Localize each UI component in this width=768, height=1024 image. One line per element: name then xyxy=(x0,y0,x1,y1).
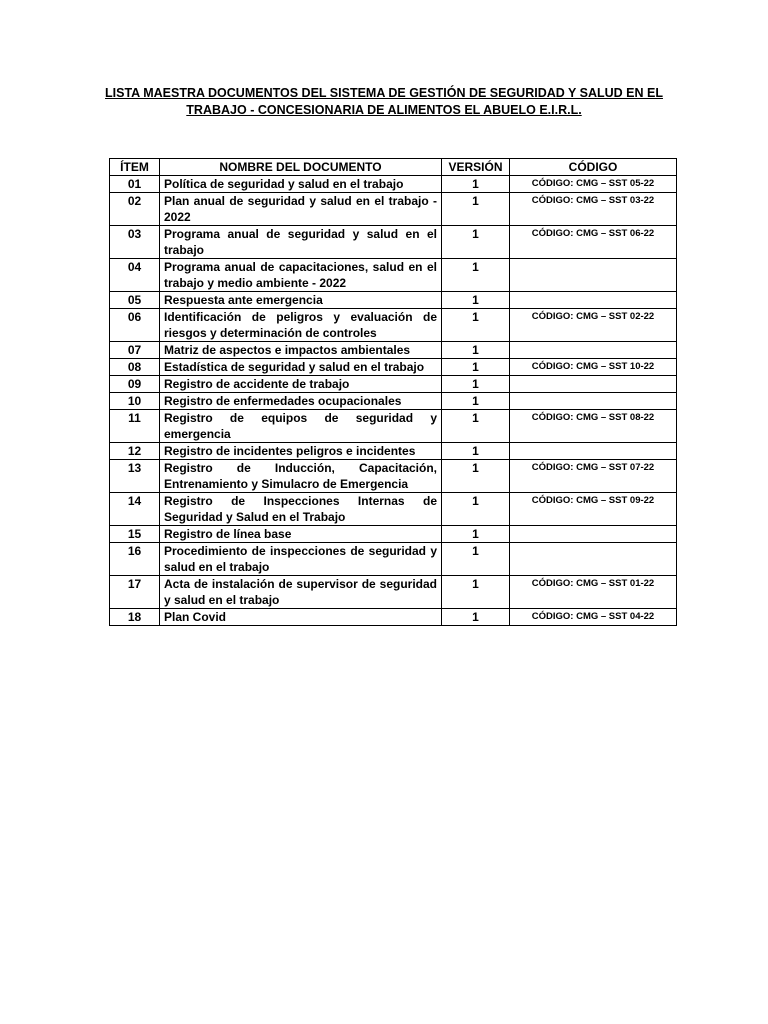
row-document-name: Registro de accidente de trabajo xyxy=(160,376,442,393)
row-item-number: 10 xyxy=(110,393,160,410)
row-code xyxy=(510,393,677,410)
table-row xyxy=(110,226,677,259)
row-code xyxy=(510,443,677,460)
header-version: VERSIÓN xyxy=(442,159,510,176)
header-item: ÍTEM xyxy=(110,159,160,176)
row-code xyxy=(510,292,677,309)
master-list-table xyxy=(109,158,677,626)
row-item-number: 17 xyxy=(110,576,160,609)
row-version: 1 xyxy=(442,493,510,526)
row-item-number: 15 xyxy=(110,526,160,543)
row-document-name: Identificación de peligros y evaluación de riesgos y determinación de controles xyxy=(160,309,442,342)
row-code: CÓDIGO: CMG – SST 02-22 xyxy=(510,309,677,342)
row-item-number: 12 xyxy=(110,443,160,460)
table-row xyxy=(110,493,677,526)
row-document-name: Procedimiento de inspecciones de seguridad y salud en el trabajo xyxy=(160,543,442,576)
row-version: 1 xyxy=(442,259,510,292)
row-version: 1 xyxy=(442,309,510,342)
row-version: 1 xyxy=(442,460,510,493)
table-row xyxy=(110,460,677,493)
row-code: CÓDIGO: CMG – SST 05-22 xyxy=(510,176,677,193)
row-code: CÓDIGO: CMG – SST 03-22 xyxy=(510,193,677,226)
table-row xyxy=(110,193,677,226)
row-item-number: 05 xyxy=(110,292,160,309)
row-item-number: 08 xyxy=(110,359,160,376)
row-item-number: 01 xyxy=(110,176,160,193)
row-item-number: 09 xyxy=(110,376,160,393)
row-version: 1 xyxy=(442,410,510,443)
table-row xyxy=(110,609,677,626)
row-document-name: Estadística de seguridad y salud en el trabajo xyxy=(160,359,442,376)
table-row xyxy=(110,376,677,393)
table-row xyxy=(110,176,677,193)
row-item-number: 07 xyxy=(110,342,160,359)
row-version: 1 xyxy=(442,342,510,359)
row-document-name: Acta de instalación de supervisor de seguridad y salud en el trabajo xyxy=(160,576,442,609)
row-item-number: 03 xyxy=(110,226,160,259)
row-item-number: 14 xyxy=(110,493,160,526)
row-document-name: Registro de incidentes peligros e incidentes xyxy=(160,443,442,460)
row-code xyxy=(510,376,677,393)
row-version: 1 xyxy=(442,443,510,460)
row-document-name: Plan Covid xyxy=(160,609,442,626)
row-document-name: Programa anual de seguridad y salud en el trabajo xyxy=(160,226,442,259)
row-version: 1 xyxy=(442,176,510,193)
row-document-name: Matriz de aspectos e impactos ambientales xyxy=(160,342,442,359)
row-item-number: 18 xyxy=(110,609,160,626)
table-row xyxy=(110,259,677,292)
table-row xyxy=(110,393,677,410)
row-version: 1 xyxy=(442,359,510,376)
row-code: CÓDIGO: CMG – SST 01-22 xyxy=(510,576,677,609)
row-code xyxy=(510,342,677,359)
row-item-number: 11 xyxy=(110,410,160,443)
row-code: CÓDIGO: CMG – SST 10-22 xyxy=(510,359,677,376)
row-code xyxy=(510,526,677,543)
row-version: 1 xyxy=(442,543,510,576)
row-code: CÓDIGO: CMG – SST 07-22 xyxy=(510,460,677,493)
row-version: 1 xyxy=(442,376,510,393)
row-item-number: 16 xyxy=(110,543,160,576)
row-document-name: Política de seguridad y salud en el trabajo xyxy=(160,176,442,193)
row-item-number: 04 xyxy=(110,259,160,292)
table-row xyxy=(110,526,677,543)
table-row xyxy=(110,359,677,376)
row-code: CÓDIGO: CMG – SST 04-22 xyxy=(510,609,677,626)
table-header-row xyxy=(110,159,677,176)
table-row xyxy=(110,292,677,309)
table-row xyxy=(110,410,677,443)
row-version: 1 xyxy=(442,193,510,226)
row-version: 1 xyxy=(442,576,510,609)
row-version: 1 xyxy=(442,526,510,543)
row-version: 1 xyxy=(442,226,510,259)
row-document-name: Plan anual de seguridad y salud en el trabajo - 2022 xyxy=(160,193,442,226)
header-code: CÓDIGO xyxy=(510,159,677,176)
table-row xyxy=(110,576,677,609)
title-line-2: TRABAJO - CONCESIONARIA DE ALIMENTOS EL ABUELO E.I.R.L. xyxy=(186,103,582,117)
row-document-name: Programa anual de capacitaciones, salud en el trabajo y medio ambiente - 2022 xyxy=(160,259,442,292)
row-version: 1 xyxy=(442,609,510,626)
row-item-number: 02 xyxy=(110,193,160,226)
title-line-1: LISTA MAESTRA DOCUMENTOS DEL SISTEMA DE GESTIÓN DE SEGURIDAD Y SALUD EN EL xyxy=(105,86,663,100)
table-row xyxy=(110,543,677,576)
table-row xyxy=(110,443,677,460)
row-code: CÓDIGO: CMG – SST 08-22 xyxy=(510,410,677,443)
row-version: 1 xyxy=(442,292,510,309)
row-document-name: Registro de línea base xyxy=(160,526,442,543)
row-document-name: Registro de Inspecciones Internas de Seguridad y Salud en el Trabajo xyxy=(160,493,442,526)
document-title xyxy=(100,85,668,119)
row-code: CÓDIGO: CMG – SST 09-22 xyxy=(510,493,677,526)
row-code xyxy=(510,543,677,576)
row-code: CÓDIGO: CMG – SST 06-22 xyxy=(510,226,677,259)
row-item-number: 06 xyxy=(110,309,160,342)
row-version: 1 xyxy=(442,393,510,410)
row-document-name: Registro de equipos de seguridad y emergencia xyxy=(160,410,442,443)
row-item-number: 13 xyxy=(110,460,160,493)
table-row xyxy=(110,342,677,359)
row-document-name: Registro de Inducción, Capacitación, Entrenamiento y Simulacro de Emergencia xyxy=(160,460,442,493)
table-row xyxy=(110,309,677,342)
row-code xyxy=(510,259,677,292)
header-document-name: NOMBRE DEL DOCUMENTO xyxy=(160,159,442,176)
row-document-name: Registro de enfermedades ocupacionales xyxy=(160,393,442,410)
row-document-name: Respuesta ante emergencia xyxy=(160,292,442,309)
